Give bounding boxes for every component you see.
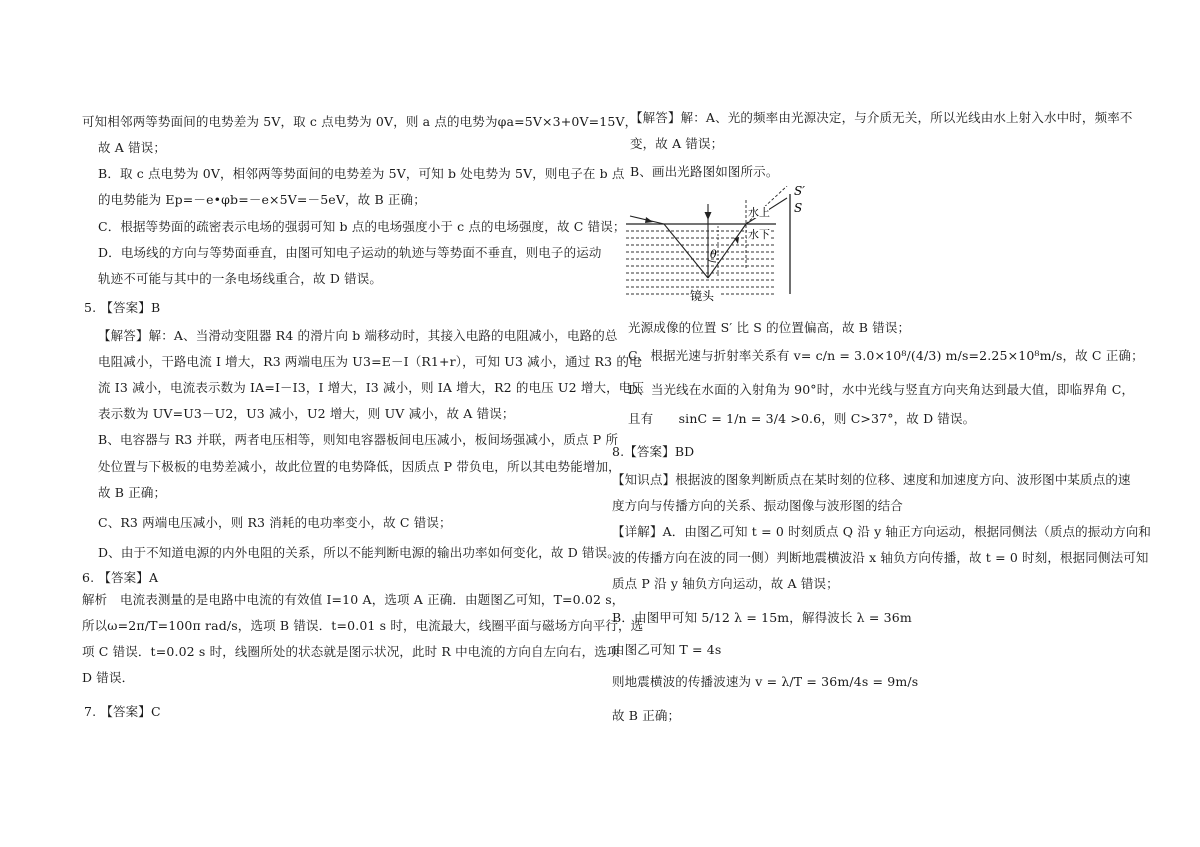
text-line: 故 A 错误； <box>98 140 167 155</box>
text-line: D 错误． <box>82 670 135 685</box>
text-line: D．电场线的方向与等势面垂直，由图可知电子运动的轨迹与等势面不垂直，则电子的运动 <box>98 245 602 260</box>
text-line: 解析 电流表测量的是电路中电流的有效值 I=10 A，选项 A 正确．由题图乙可知，T=0.02 s， <box>82 592 625 607</box>
text-line: 可知相邻两等势面间的电势差为 5V，取 c 点电势为 0V，则 a 点的电势为φa=5V×3+0V=15V， <box>82 114 638 129</box>
text-line: 的电势能为 Ep=－e•φb=－e×5V=－5eV，故 B 正确； <box>98 192 426 207</box>
text-line: B．由图甲可知 5/12 λ = 15m，解得波长 λ = 36m <box>612 610 912 625</box>
text-line: C、根据光速与折射率关系有 v= c/n = 3.0×10⁸/(4/3) m/s=2.25×10⁸m/s，故 C 正确； <box>628 348 1144 363</box>
text-line: 【知识点】根据波的图象判断质点在某时刻的位移、速度和加速度方向、波形图中某质点的速 <box>612 472 1131 487</box>
label-theta: θ <box>710 248 717 261</box>
text-line: C．根据等势面的疏密表示电场的强弱可知 b 点的电场强度小于 c 点的电场强度，故 C 错误； <box>98 219 626 234</box>
text-line: 处位置与下极板的电势差减小，故此位置的电势降低，因质点 P 带负电，所以其电势能增加， <box>98 459 621 474</box>
text-line: 6. 【答案】A <box>82 570 159 585</box>
text-line: 8.【答案】BD <box>612 444 695 459</box>
text-line: 【解答】解：A、光的频率由光源决定，与介质无关，所以光线由水上射入水中时，频率不 <box>630 110 1133 125</box>
label-s-prime: S′ <box>794 186 805 198</box>
text-line: 电阻减小，干路电流 I 增大，R3 两端电压为 U3=E－I（R1+r），可知 U3 减小，通过 R3 的电 <box>98 354 642 369</box>
text-line: 【详解】A．由图乙可知 t = 0 时刻质点 Q 沿 y 轴正方向运动，根据同侧法（质点的振动方向和 <box>612 524 1152 539</box>
text-line: B、电容器与 R3 并联，两者电压相等，则知电容器板间电压减小，板间场强减小，质点 P 所 <box>98 432 619 447</box>
label-lens: 镜头 <box>690 289 715 303</box>
text-line: 所以ω=2π/T=100π rad/s，选项 B 错误．t=0.01 s 时，电流最大，线圈平面与磁场方向平行，选 <box>82 618 644 633</box>
text-line: 5. 【答案】B <box>84 300 161 315</box>
text-line: 轨迹不可能与其中的一条电场线重合，故 D 错误。 <box>98 271 383 286</box>
text-line: D、当光线在水面的入射角为 90°时，水中光线与竖直方向夹角达到最大值，即临界角 C， <box>628 382 1135 397</box>
text-line: 流 I3 减小，电流表示数为 IA=I－I3，I 增大，I3 减小，则 IA 增大，R2 的电压 U2 增大，电压 <box>98 380 645 395</box>
label-s: S <box>794 201 803 215</box>
text-line: 波的传播方向在波的同一侧）判断地震横波沿 x 轴负方向传播，故 t = 0 时刻，根据同侧法可知 <box>612 550 1149 565</box>
text-line: 由图乙可知 T = 4s <box>612 642 722 657</box>
text-line: C、R3 两端电压减小，则 R3 消耗的电功率变小，故 C 错误； <box>98 515 452 530</box>
label-above-water: 水上 <box>748 206 770 219</box>
text-line: D、由于不知道电源的内外电阻的关系，所以不能判断电源的输出功率如何变化，故 D 错误。 <box>98 545 620 560</box>
light-path-diagram <box>626 186 812 304</box>
text-line: 光源成像的位置 S′ 比 S 的位置偏高，故 B 错误； <box>628 320 911 335</box>
text-line: 表示数为 UV=U3－U2，U3 减小，U2 增大，则 UV 减小，故 A 错误； <box>98 406 515 421</box>
text-line: 则地震横波的传播波速为 v = λ/T = 36m/4s = 9m/s <box>612 674 919 689</box>
text-line: 7. 【答案】C <box>84 704 161 719</box>
text-line: B．取 c 点电势为 0V，相邻两等势面间的电势差为 5V，可知 b 处电势为 5V，则电子在 b 点 <box>98 166 625 181</box>
text-line: 故 B 正确； <box>612 708 681 723</box>
text-line: 质点 P 沿 y 轴负方向运动，故 A 错误； <box>612 576 839 591</box>
text-line: 【解答】解：A、当滑动变阻器 R4 的滑片向 b 端移动时，其接入电路的电阻减小，电路的总 <box>98 328 618 343</box>
text-line: 项 C 错误．t=0.02 s 时，线圈所处的状态就是图示状况，此时 R 中电流的方向自左向右，选项 <box>82 644 620 659</box>
text-line: 度方向与传播方向的关系、振动图像与波形图的结合 <box>612 498 903 513</box>
text-line: 故 B 正确； <box>98 485 167 500</box>
text-line: B、画出光路图如图所示。 <box>630 164 779 179</box>
text-line: 变，故 A 错误； <box>630 136 724 151</box>
text-line: 且有 sinC = 1/n = 3/4 >0.6，则 C>37°，故 D 错误。 <box>628 411 976 426</box>
label-below-water: 水下 <box>748 228 770 241</box>
